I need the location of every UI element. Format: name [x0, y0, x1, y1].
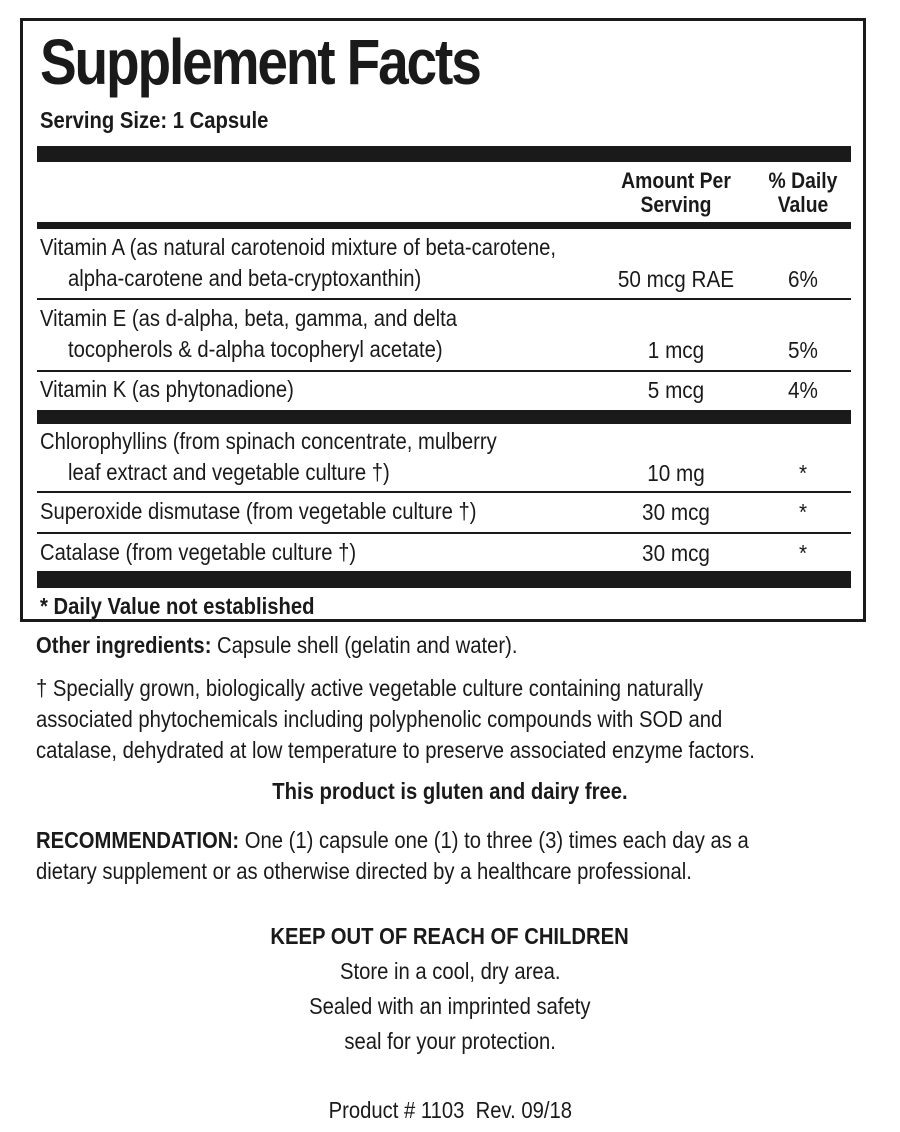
medium-divider — [37, 222, 851, 229]
amount-value: 10 mg — [647, 460, 705, 486]
warning-heading: KEEP OUT OF REACH OF CHILDREN — [270, 923, 630, 949]
daily-value: * — [798, 499, 808, 525]
row-divider — [37, 532, 851, 534]
storage-instruction: Store in a cool, dry area. — [339, 958, 561, 984]
daily-value-column-header: % Daily Value — [768, 168, 838, 217]
product-number: Product # 1103 Rev. 09/18 — [328, 1097, 572, 1123]
ingredient-name: Catalase (from vegetable culture †) — [40, 539, 357, 565]
row-divider — [37, 491, 851, 493]
ingredient-name: Superoxide dismutase (from vegetable culture †) — [40, 498, 477, 524]
amount-value: 1 mcg — [647, 337, 705, 363]
thick-divider — [37, 571, 851, 588]
row-divider — [37, 370, 851, 372]
panel-title: Supplement Facts — [40, 26, 480, 98]
amount-value: 30 mcg — [642, 499, 710, 525]
daily-value-footnote: * Daily Value not established — [40, 593, 315, 619]
ingredient-name-cont: tocopherols & d-alpha tocopheryl acetate) — [68, 336, 443, 362]
recommendation-label: RECOMMENDATION: — [36, 827, 240, 853]
amount-value: 5 mcg — [647, 377, 705, 403]
thick-divider — [37, 410, 851, 424]
daily-value: 4% — [788, 377, 818, 403]
safety-seal-note-cont: seal for your protection. — [344, 1028, 556, 1054]
ingredient-name-cont: alpha-carotene and beta-cryptoxanthin) — [68, 265, 422, 291]
thick-divider — [37, 146, 851, 162]
dagger-note-line: catalase, dehydrated at low temperature to preserve associated enzyme factors. — [36, 737, 755, 763]
supplement-facts-panel — [20, 18, 866, 622]
daily-value: 6% — [788, 266, 818, 292]
other-ingredients — [36, 630, 517, 661]
recommendation — [36, 825, 749, 856]
safety-seal-note: Sealed with an imprinted safety — [309, 993, 591, 1019]
ingredient-name-cont: leaf extract and vegetable culture †) — [68, 459, 390, 485]
amount-value: 50 mcg RAE — [617, 266, 735, 292]
daily-value: * — [798, 460, 808, 486]
ingredient-name: Chlorophyllins (from spinach concentrate, mulberry — [40, 428, 497, 454]
other-ingredients-label: Other ingredients: — [36, 632, 212, 658]
amount-column-header: Amount Per Serving — [621, 168, 731, 217]
ingredient-name: Vitamin K (as phytonadione) — [40, 376, 294, 402]
recommendation-text-cont: dietary supplement or as otherwise directed by a healthcare professional. — [36, 858, 692, 884]
ingredient-name: Vitamin E (as d-alpha, beta, gamma, and delta — [40, 305, 458, 331]
ingredient-name: Vitamin A (as natural carotenoid mixture of beta-carotene, — [40, 234, 557, 260]
daily-value: 5% — [788, 337, 818, 363]
recommendation-text: One (1) capsule one (1) to three (3) times each day as a — [239, 827, 749, 853]
serving-size: Serving Size: 1 Capsule — [40, 107, 269, 133]
amount-value: 30 mcg — [642, 540, 710, 566]
row-divider — [37, 298, 851, 300]
daily-value: * — [798, 540, 808, 566]
other-ingredients-text: Capsule shell (gelatin and water). — [211, 632, 518, 658]
dagger-note-line: † Specially grown, biologically active vegetable culture containing naturally — [36, 675, 704, 701]
gluten-free-note: This product is gluten and dairy free. — [272, 778, 628, 804]
dagger-note-line: associated phytochemicals including polyphenolic compounds with SOD and — [36, 706, 723, 732]
